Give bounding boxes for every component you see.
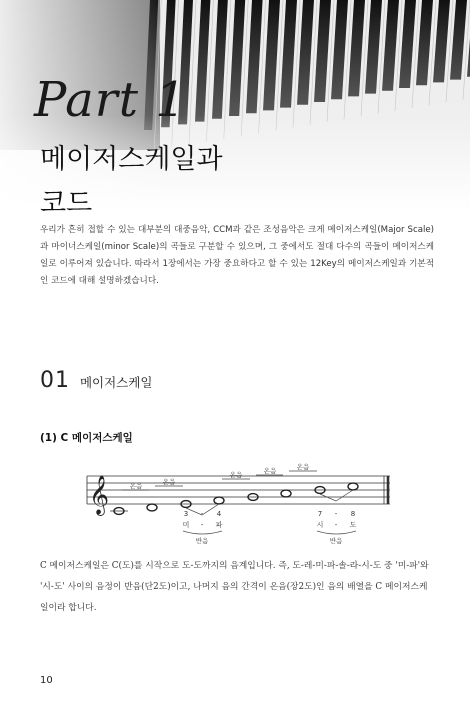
degree-dash: - xyxy=(334,510,338,518)
syllable-label: 파 xyxy=(215,521,223,529)
note-a xyxy=(281,490,291,497)
section-heading xyxy=(40,368,152,393)
whole-tone-label: 온음 xyxy=(229,471,243,479)
half-tone-label: 반음 xyxy=(195,537,209,545)
degree-label: 3 xyxy=(183,510,189,518)
body-paragraph: C 메이저스케일은 C(도)를 시작으로 도-도까지의 음계입니다. 즉, 도-레-미-파-솔-라-시-도 중 '미-파'와 '시-도' 사이의 음정이 반음(단2도)이고, 나머지 음의 간격이 온음(장2도)인 음의 배열을 C 메이저스케일이라 합니다. xyxy=(40,561,429,613)
whole-tone-label: 온음 xyxy=(162,478,176,486)
chapter-title-line-2: 코드 xyxy=(40,188,93,219)
whole-tone-label: 온음 xyxy=(129,482,143,490)
whole-tone-label: 온음 xyxy=(296,463,310,471)
section-number: 01 xyxy=(40,368,70,393)
syllable-dash: - xyxy=(200,521,204,529)
syllable-label: 미 xyxy=(182,521,190,529)
degree-label: 8 xyxy=(350,510,356,518)
section-title: 메이저스케일 xyxy=(79,375,153,390)
part-title: Part 1 xyxy=(34,72,187,128)
subsection-heading: (1) C 메이저스케일 xyxy=(40,432,133,444)
note-d xyxy=(147,504,157,511)
degree-label: 7 xyxy=(317,510,323,518)
page-number: 10 xyxy=(40,675,53,686)
intro-paragraph: 우리가 흔히 접할 수 있는 대부분의 대중음악, CCM과 같은 조성음악은 크게 메이저스케일(Major Scale)과 마이너스케일(minor Scale)의 곡들로 구분할 수 있으며, 그 중에서도 절대 다수의 곡들이 메이저스케일로 이루어져 있습니다. 따라서 1장에서는 가장 중요하다고 할 수 있는 12Key의 메이저스케일과 기본적인 코드에 대해 설명하겠습니다. xyxy=(40,225,434,286)
treble-clef-icon: 𝄞 xyxy=(89,475,110,515)
whole-tone-label: 온음 xyxy=(263,467,277,475)
chapter-title-line-1: 메이저스케일과 xyxy=(40,144,223,175)
syllable-label: 도 xyxy=(349,521,357,529)
syllable-dash: - xyxy=(334,521,338,529)
note-c-high xyxy=(348,483,358,490)
degree-label: 4 xyxy=(216,510,222,518)
c-major-scale-staff xyxy=(82,462,392,552)
whole-tone-marks xyxy=(122,471,317,490)
half-tone-label: 반음 xyxy=(329,537,343,545)
chapter-title xyxy=(40,138,340,226)
syllable-label: 시 xyxy=(316,521,324,529)
degree-dash: - xyxy=(200,510,204,518)
note-f xyxy=(214,497,224,504)
half-step-marks xyxy=(186,490,353,515)
half-tone-brackets xyxy=(183,531,356,534)
